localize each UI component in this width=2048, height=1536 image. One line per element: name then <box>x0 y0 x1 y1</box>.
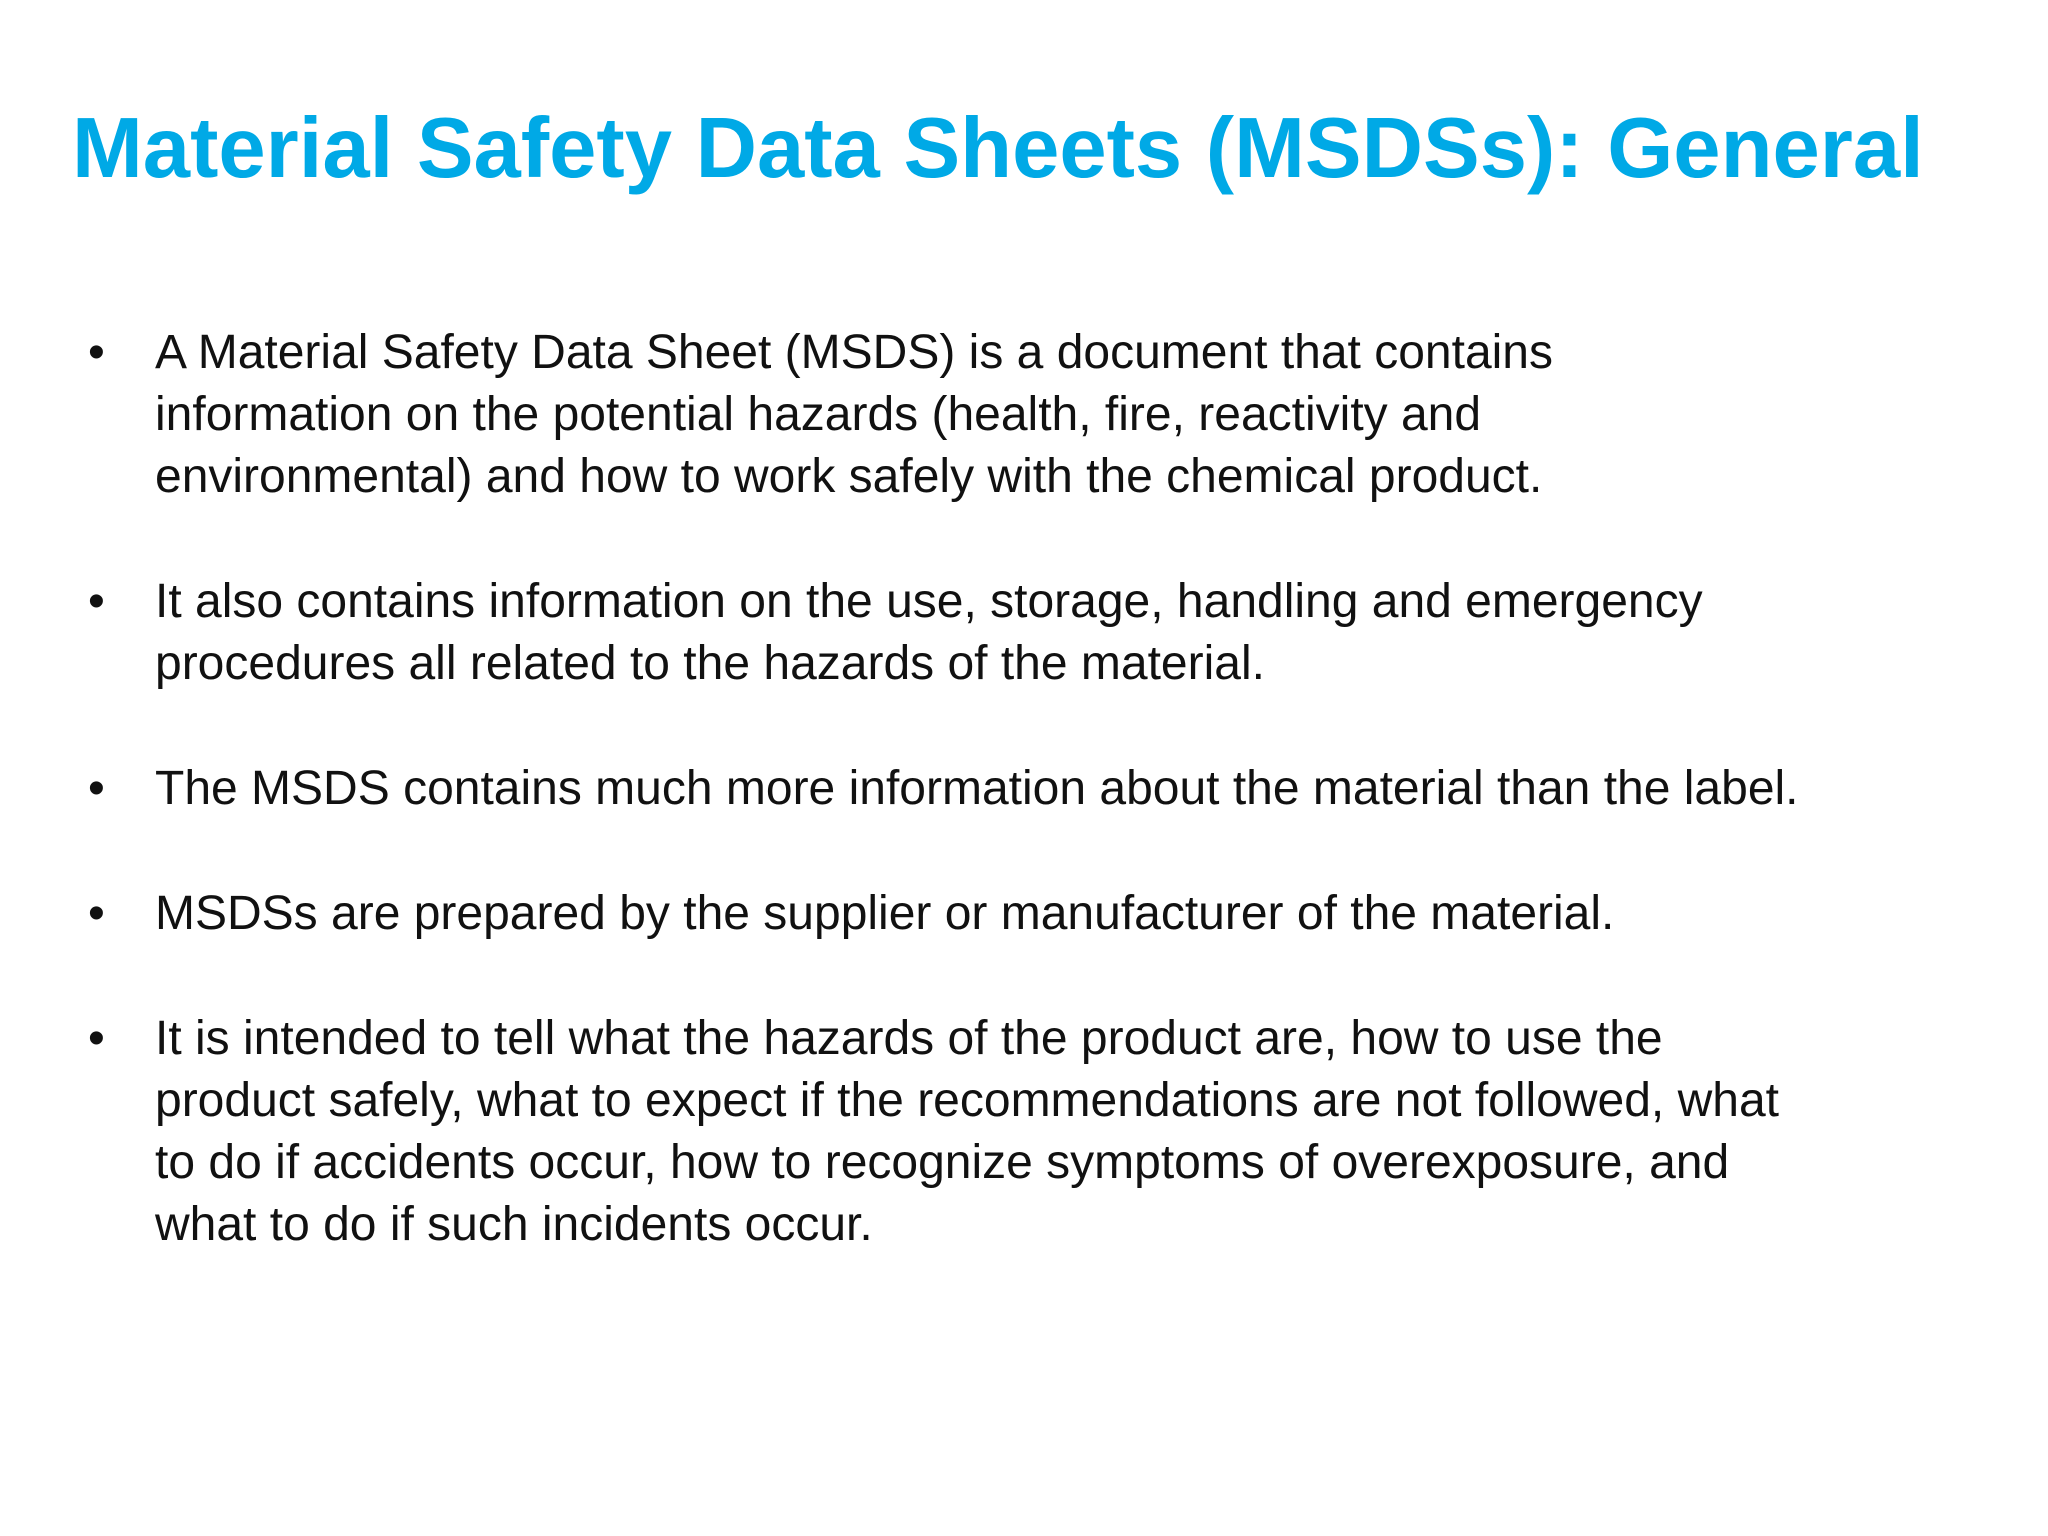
bullet-item-2 <box>0 571 2048 695</box>
bullet-dot-icon: • <box>88 326 105 379</box>
bullet-1-line-3: environmental) and how to work safely with the chemical product. <box>155 450 1543 503</box>
bullet-3-line-1: The MSDS contains much more information about the material than the label. <box>155 762 1799 815</box>
bullet-2-line-2: procedures all related to the hazards of the material. <box>155 637 1265 690</box>
bullet-item-1 <box>0 322 2048 508</box>
bullet-5-line-2: product safely, what to expect if the recommendations are not followed, what <box>155 1074 1779 1127</box>
bullet-list <box>0 322 2048 1319</box>
bullet-item-3 <box>0 758 2048 820</box>
bullet-item-5 <box>0 1008 2048 1256</box>
bullet-item-4 <box>0 883 2048 945</box>
bullet-5-line-3: to do if accidents occur, how to recognize symptoms of overexposure, and <box>155 1136 1730 1189</box>
bullet-dot-icon: • <box>88 575 105 628</box>
bullet-2-line-1: It also contains information on the use, storage, handling and emergency <box>155 575 1703 628</box>
bullet-1-line-1: A Material Safety Data Sheet (MSDS) is a document that contains <box>155 326 1553 379</box>
bullet-dot-icon: • <box>88 887 105 940</box>
bullet-5-line-1: It is intended to tell what the hazards of the product are, how to use the <box>155 1012 1663 1065</box>
bullet-dot-icon: • <box>88 1012 105 1065</box>
slide-title: Material Safety Data Sheets (MSDSs): General <box>72 101 1924 196</box>
bullet-5-line-4: what to do if such incidents occur. <box>155 1198 873 1251</box>
bullet-4-line-1: MSDSs are prepared by the supplier or manufacturer of the material. <box>155 887 1615 940</box>
bullet-1-line-2: information on the potential hazards (health, fire, reactivity and <box>155 388 1482 441</box>
bullet-dot-icon: • <box>88 762 105 815</box>
